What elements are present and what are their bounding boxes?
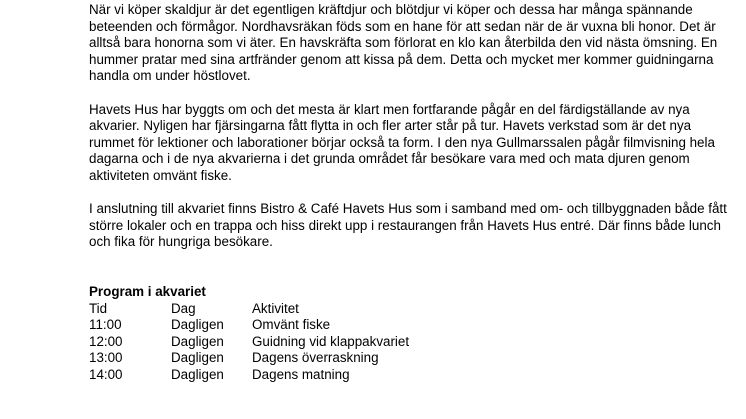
program-activity: Guidning vid klappakvariet <box>252 333 410 349</box>
paragraph-bistro: I anslutning till akvariet finns Bistro & Café Havets Hus som i samband med om- och tillbyggnaden både fått större lokaler och en trappa och hiss direkt upp i restaurangen från Havets Hus entré. Där finns både lunch och fika för hungriga besökare. <box>89 201 727 250</box>
header-dag: Dag <box>171 300 196 316</box>
program-day: Dagligen <box>171 366 224 382</box>
program-time: 11:00 <box>89 317 122 333</box>
paragraph-havets-hus: Havets Hus har byggts om och det mesta är klart men fortfarande pågår en del färdigställande av nya akvarier. Nyligen har fjärsingarna fått flytta in och fler arter står på tur. Havets verkstad som är det nya rummet för lektioner och laborationer börjar också ta form. I den nya Gullmarssalen pågår filmvisning hela dagarna och i de nya akvarierna i det grunda området får besökare vara med och mata djuren genom aktiviteten omvänt fiske. <box>89 101 715 183</box>
program-time: 14:00 <box>89 366 123 382</box>
program-day: Dagligen <box>171 350 224 366</box>
header-tid: Tid <box>89 300 108 316</box>
document-body <box>89 2 729 383</box>
program-activity: Dagens matning <box>252 366 350 382</box>
program-activity: Dagens överraskning <box>252 350 379 366</box>
program-row <box>89 334 552 351</box>
program-header-row <box>89 301 552 318</box>
header-aktivitet: Aktivitet <box>252 300 299 316</box>
program-time: 12:00 <box>89 333 123 349</box>
program-table <box>89 301 552 384</box>
program-row <box>89 317 552 334</box>
program-row <box>89 350 552 367</box>
program-time: 13:00 <box>89 350 123 366</box>
program-title: Program i akvariet <box>89 283 206 299</box>
paragraph-skaldjur: När vi köper skaldjur är det egentligen kräftdjur och blötdjur vi köper och dessa har många spännande beteenden och förmågor. Nordhavsräkan föds som en hane för att sedan när de är vuxna bli honor. Det är alltså bara honorna som vi äter. En havskräfta som förlorat en klo kan återbilda den vid nästa ömsning. En hummer pratar med sina artfränder genom att kissa på dem. Detta och mycket mer kommer guidningarna handla om under höstlovet. <box>89 2 718 84</box>
program-row <box>89 367 552 384</box>
program-activity: Omvänt fiske <box>252 317 331 333</box>
program-day: Dagligen <box>171 333 224 349</box>
program-day: Dagligen <box>171 317 224 333</box>
